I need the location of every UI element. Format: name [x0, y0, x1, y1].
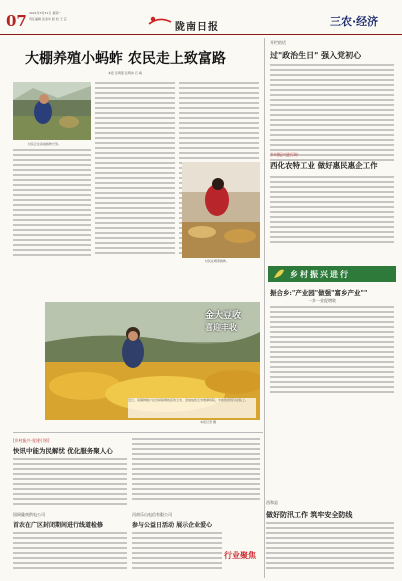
- industry-stamp-text: 行业聚焦: [224, 550, 256, 560]
- bottom-right-body: [266, 522, 394, 574]
- harvest-caption: 近日，某镇种植户在田间晾晒收获的玉米，金灿灿的玉米堆满场院，丰收的喜悦写在脸上。: [128, 398, 249, 402]
- leaf-icon: [271, 266, 287, 282]
- kicker-2: 乡村振兴进行时: [270, 152, 298, 157]
- lead-byline: 本报 张明照 张明伟 石 梅: [108, 71, 142, 75]
- masthead-logo: [145, 18, 235, 32]
- rural-banner: [268, 266, 396, 282]
- section-title: 三农·经济: [330, 15, 379, 28]
- right-title-3: 振合乡:"产业园"做强"富乡产业"": [270, 289, 368, 297]
- date-line: 2021年3月31日 星期一: [29, 11, 62, 15]
- right-title-1: 过"政治生日" 强入党初心: [270, 50, 362, 60]
- bottom-left-body-2: [13, 532, 127, 572]
- right-subtitle-3: 一乡一业促增收: [308, 298, 336, 303]
- harvest-overlay-2: 喜迎丰收: [205, 322, 237, 332]
- right-body-3: [270, 306, 394, 398]
- lead-headline: 大棚养殖小蚂蚱 农民走上致富路: [25, 51, 226, 67]
- lead-photo-1: [13, 82, 91, 140]
- industry-stamp: [224, 546, 262, 570]
- bottom-right-title: 做好防汛工作 筑牢安全防线: [266, 510, 353, 519]
- lead-photo-1-caption: 村民正在查看蚂蚱长势。: [28, 142, 62, 146]
- lead-photo-2: [182, 162, 260, 258]
- lead-body-col-1: [13, 149, 91, 259]
- harvest-overlay-1: 金大豆收: [205, 311, 242, 321]
- masthead-text: 陇南日报: [175, 22, 219, 33]
- harvest-caption-block: [128, 398, 256, 418]
- bottom-mid-title: 参与公益日活动 展示企业爱心: [132, 522, 213, 529]
- editor-line: 责任编辑 张金华 版 校 王 芸: [29, 17, 67, 21]
- sorting-photo-image: [182, 162, 260, 258]
- right-column: [268, 40, 396, 400]
- page-number: 07: [6, 12, 27, 30]
- bottom-left-title-2: 首农在广区封闭期间进行线道检修: [13, 522, 104, 529]
- bottom-mid-section: [132, 438, 262, 573]
- farmer-photo-image: [13, 82, 91, 140]
- bottom-left-title: 快讯中能为民解忧 优化服务聚人心: [13, 447, 113, 455]
- header-bar: [0, 0, 402, 34]
- bottom-left-col-label: 国网陇南供电公司: [13, 512, 45, 517]
- divider-vertical-right: [264, 38, 265, 578]
- divider-horizontal-bottom: [13, 432, 263, 433]
- bottom-left-section: [13, 438, 129, 573]
- bottom-right-section: [266, 500, 396, 576]
- header-rule: [0, 34, 402, 35]
- right-body-2: [270, 176, 394, 248]
- bottom-left-kicker: [乡村振兴·党建引领]: [13, 438, 50, 443]
- bottom-left-body: [13, 458, 127, 508]
- harvest-credit: 本报记者 摄: [200, 420, 216, 424]
- bottom-mid-body: [132, 532, 222, 572]
- right-body-1: [270, 64, 394, 164]
- bottom-mid-body-top: [132, 438, 260, 506]
- banner-text: 乡村振兴进行: [290, 269, 350, 279]
- bottom-mid-col-label: 河南乐山电信有限公司: [132, 512, 172, 517]
- bottom-right-col-label: 西和县: [266, 500, 278, 505]
- lead-photo-2-caption: 村民在喂养蚂蚱。: [205, 259, 230, 263]
- right-title-2: 西化农特工业 做好惠民惠企工作: [270, 161, 378, 170]
- lead-body-col-2: [95, 82, 175, 258]
- kicker-1: 开栏的话: [270, 40, 286, 45]
